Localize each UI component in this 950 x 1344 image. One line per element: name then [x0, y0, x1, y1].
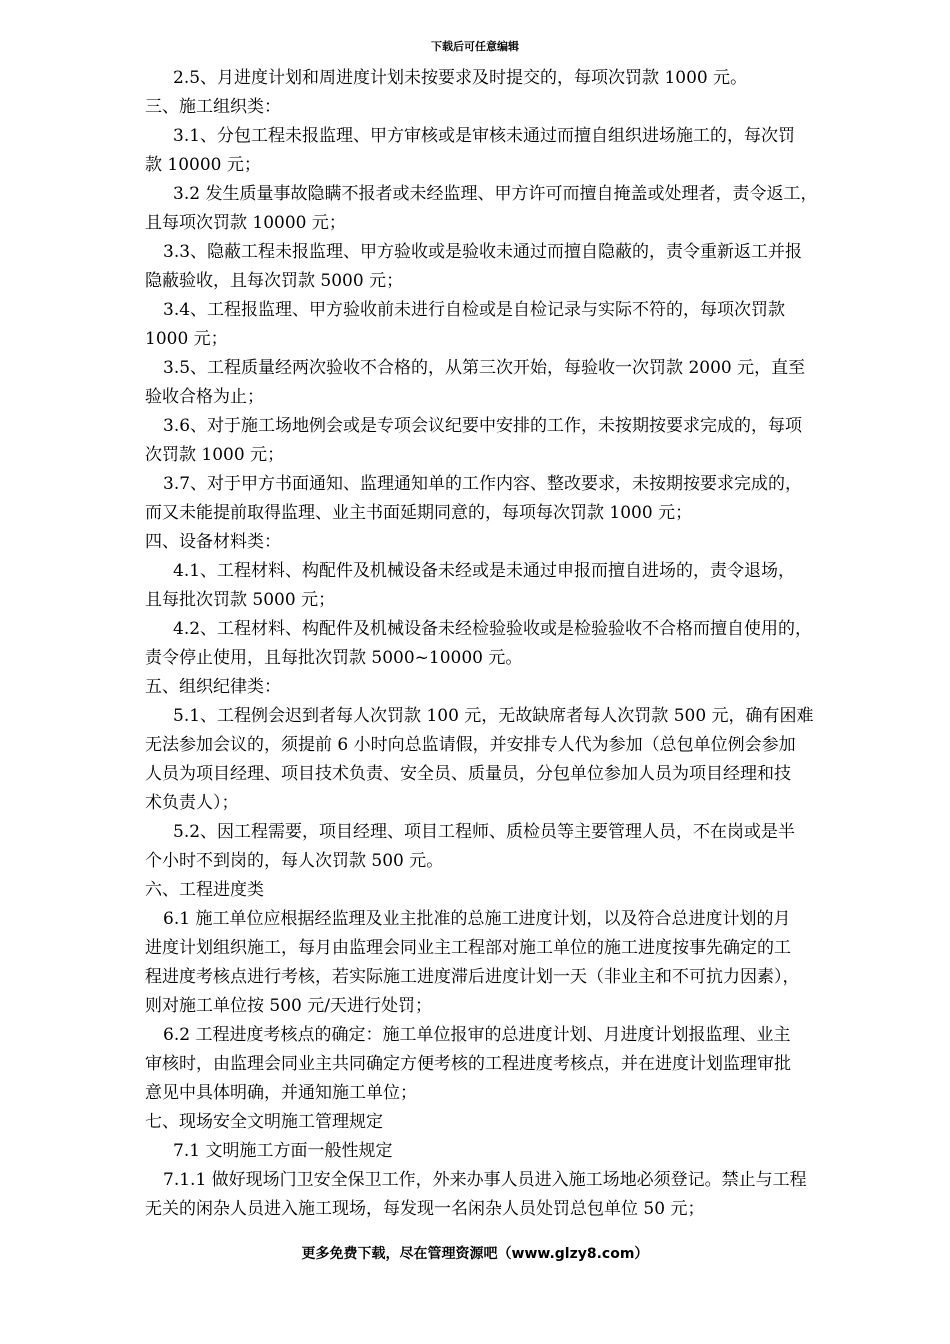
- text-line: 验收合格为止；: [145, 387, 264, 407]
- text-line: 个小时不到岗的，每人次罚款 500 元。: [145, 851, 444, 871]
- text-line: 4.2、工程材料、构配件及机械设备未经检验验收或是检验验收不合格而擅自使用的，: [173, 619, 813, 639]
- text-line: 2.5、月进度计划和周进度计划未按要求及时提交的，每项次罚款 1000 元。: [173, 68, 748, 88]
- text-line: 4.1、工程材料、构配件及机械设备未经或是未通过申报而擅自进场的，责令退场，: [173, 561, 796, 581]
- text-line: 3.2 发生质量事故隐瞒不报者或未经监理、甲方许可而擅自掩盖或处理者，责令返工，: [173, 184, 818, 204]
- text-line: 且每项次罚款 10000 元；: [145, 213, 346, 233]
- text-line: 3.4、工程报监理、甲方验收前未进行自检或是自检记录与实际不符的，每项次罚款: [163, 300, 786, 320]
- text-line: 1000 元；: [145, 329, 228, 349]
- text-line: 六、工程进度类: [145, 880, 264, 900]
- text-line: 术负责人）；: [145, 793, 239, 813]
- text-line: 四、设备材料类：: [145, 532, 281, 552]
- text-line: 程进度考核点进行考核，若实际施工进度滞后进度计划一天（非业主和不可抗力因素），: [145, 967, 800, 987]
- text-line: 无法参加会议的，须提前 6 小时向总监请假，并安排专人代为参加（总包单位例会参加: [145, 735, 796, 755]
- text-line: 进度计划组织施工，每月由监理会同业主工程部对施工单位的施工进度按事先确定的工: [145, 938, 791, 958]
- text-line: 款 10000 元；: [145, 155, 261, 175]
- text-line: 审核时，由监理会同业主共同确定方便考核的工程进度考核点，并在进度计划监理审批: [145, 1054, 791, 1074]
- text-line: 6.1 施工单位应根据经监理及业主批准的总施工进度计划，以及符合总进度计划的月: [163, 909, 791, 929]
- text-line: 隐蔽验收，且每次罚款 5000 元；: [145, 271, 404, 291]
- page-footer: 更多免费下载，尽在管理资源吧（www.glzy8.com）: [301, 1246, 649, 1262]
- text-line: 则对施工单位按 500 元/天进行处罚；: [145, 996, 432, 1016]
- text-line: 7.1.1 做好现场门卫安全保卫工作，外来办事人员进入施工场地必须登记。禁止与工程: [163, 1170, 807, 1190]
- text-line: 5.2、因工程需要，项目经理、项目工程师、质检员等主要管理人员，不在岗或是半: [173, 822, 796, 842]
- text-line: 三、施工组织类：: [145, 97, 281, 117]
- text-line: 3.5、工程质量经两次验收不合格的，从第三次开始，每验收一次罚款 2000 元，直至: [163, 358, 806, 378]
- text-line: 五、组织纪律类：: [145, 677, 281, 697]
- text-line: 人员为项目经理、项目技术负责、安全员、质量员，分包单位参加人员为项目经理和技: [145, 764, 791, 784]
- text-line: 无关的闲杂人员进入施工现场，每发现一名闲杂人员处罚总包单位 50 元；: [145, 1199, 705, 1219]
- text-line: 次罚款 1000 元；: [145, 445, 285, 465]
- text-line: 3.7、对于甲方书面通知、监理通知单的工作内容、整改要求，未按期按要求完成的，: [163, 474, 803, 494]
- text-line: 3.3、隐蔽工程未报监理、甲方验收或是验收未通过而擅自隐蔽的，责令重新返工并报: [163, 242, 803, 262]
- document-body: [145, 64, 885, 1224]
- text-line: 意见中具体明确，并通知施工单位；: [145, 1083, 417, 1103]
- text-line: 6.2 工程进度考核点的确定：施工单位报审的总进度计划、月进度计划报监理、业主: [163, 1025, 791, 1045]
- text-line: 7.1 文明施工方面一般性规定: [173, 1141, 393, 1161]
- page-header: 下载后可任意编辑: [431, 40, 519, 53]
- text-line: 而又未能提前取得监理、业主书面延期同意的，每项每次罚款 1000 元；: [145, 503, 693, 523]
- text-line: 3.6、对于施工场地例会或是专项会议纪要中安排的工作，未按期按要求完成的，每项: [163, 416, 803, 436]
- text-line: 3.1、分包工程未报监理、甲方审核或是审核未通过而擅自组织进场施工的，每次罚: [173, 126, 796, 146]
- text-line: 七、现场安全文明施工管理规定: [145, 1112, 383, 1132]
- text-line: 且每批次罚款 5000 元；: [145, 590, 336, 610]
- text-line: 5.1、工程例会迟到者每人次罚款 100 元，无故缺席者每人次罚款 500 元，确有困难: [173, 706, 814, 726]
- text-line: 责令停止使用，且每批次罚款 5000~10000 元。: [145, 648, 523, 668]
